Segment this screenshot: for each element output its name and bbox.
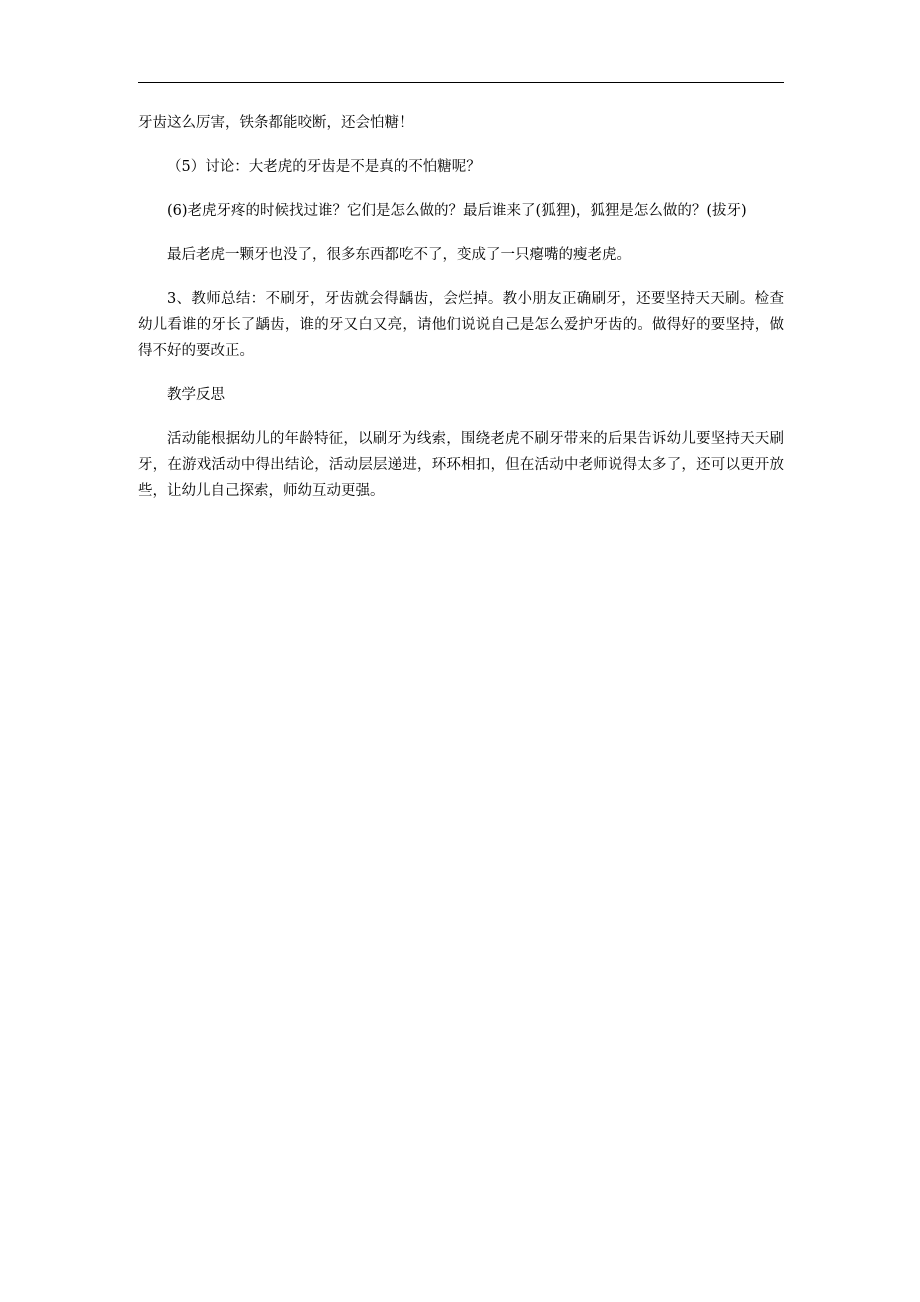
paragraph-continuation: 牙齿这么厉害，铁条都能咬断，还会怕糖！ — [138, 115, 414, 131]
paragraph-teacher-summary: 3、教师总结：不刷牙，牙齿就会得龋齿，会烂掉。教小朋友正确刷牙，还要坚持天天刷。检查幼儿看谁的牙长了龋齿，谁的牙又白又亮，请他们说说自己是怎么爱护牙齿的。做得好的要坚持，做得不好的要改正。 — [138, 291, 784, 359]
section-heading-reflection: 教学反思 — [167, 387, 225, 403]
paragraph-tiger-outcome: 最后老虎一颗牙也没了，很多东西都吃不了，变成了一只瘪嘴的瘦老虎。 — [167, 247, 631, 263]
document-body — [138, 110, 784, 522]
paragraph-discussion-5: （5）讨论：大老虎的牙齿是不是真的不怕糖呢？ — [167, 159, 481, 175]
paragraph-question-6: (6)老虎牙疼的时候找过谁？它们是怎么做的？最后谁来了(狐狸)，狐狸是怎么做的？(拔牙) — [167, 203, 747, 219]
paragraph-reflection: 活动能根据幼儿的年龄特征，以刷牙为线索，围绕老虎不刷牙带来的后果告诉幼儿要坚持天天刷牙，在游戏活动中得出结论，活动层层递进，环环相扣，但在活动中老师说得太多了，还可以更开放些，让幼儿自己探索，师幼互动更强。 — [138, 431, 784, 499]
header-rule — [138, 82, 784, 83]
